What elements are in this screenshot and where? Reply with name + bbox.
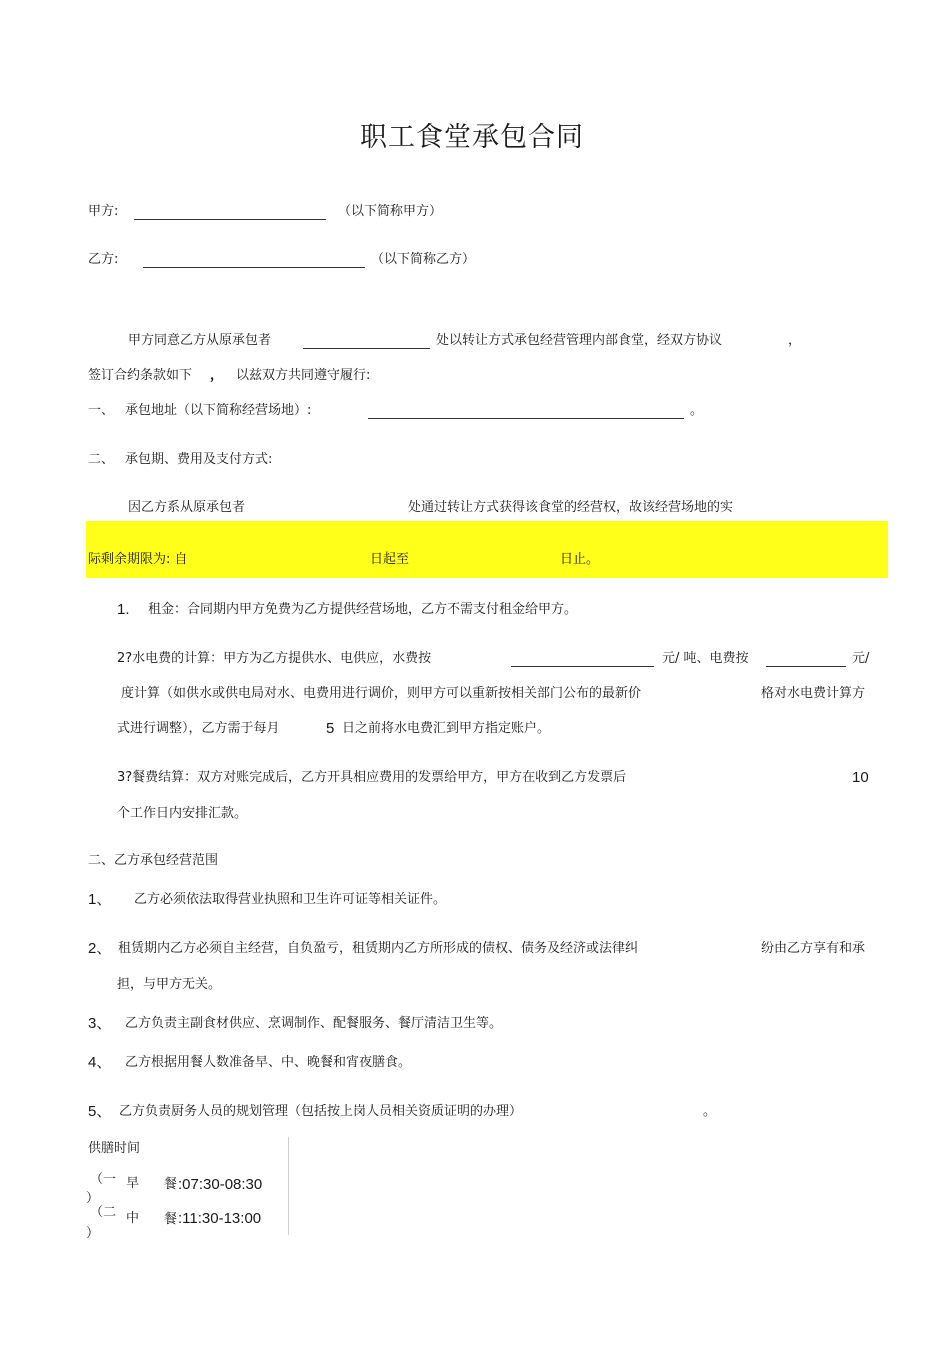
meal-row1-open: （一 [90, 1172, 117, 1187]
meal-row1-close: ） [86, 1191, 100, 1206]
party-a-label: 甲方: [88, 204, 119, 219]
meal-row1-meal: 餐 [164, 1177, 178, 1192]
intro-line1-comma: ， [788, 333, 802, 348]
highlight-band [86, 521, 888, 578]
meal-row2-open: （二 [90, 1205, 117, 1220]
party-b-label: 乙方: [88, 252, 119, 267]
sec1-address-blank [368, 418, 684, 419]
scope-item4-number: 4、 [88, 1054, 112, 1071]
scope-item1-text: 乙方必须依法取得营业执照和卫生许可证等相关证件。 [134, 892, 447, 907]
sec2-p2-b: 日起至 [370, 552, 410, 567]
item2-line3-number: 5 [326, 720, 335, 737]
scope-item5-number: 5、 [88, 1103, 112, 1120]
intro-line1-a: 甲方同意乙方从原承包者 [128, 333, 272, 348]
sec2-text: 承包期、费用及支付方式: [125, 452, 273, 467]
party-b-blank [143, 267, 365, 268]
scope-item2-text-b: 纷由乙方享有和承 [761, 941, 866, 956]
party-a-suffix: （以下简称甲方） [338, 204, 443, 219]
sec2-p1-b: 处通过转让方式获得该食堂的经营权，故该经营场地的实 [408, 500, 734, 515]
sec1-number: 一、 [88, 403, 115, 418]
item3-line1-a: 3?餐费结算：双方对账完成后，乙方开具相应费用的发票给甲方，甲方在收到乙方发票后 [117, 770, 627, 785]
sec1-end: 。 [690, 403, 704, 418]
item2-line3-b: 日之前将水电费汇到甲方指定账户。 [342, 721, 551, 736]
scope-item1-number: 1、 [88, 891, 112, 908]
scope-heading: 二、乙方承包经营范围 [88, 853, 219, 868]
intro-line2-a: 签订合约条款如下 [88, 368, 193, 383]
scope-item5-end: 。 [703, 1104, 717, 1119]
meal-row2-close: ） [86, 1226, 100, 1241]
meal-row2-meal: 餐 [164, 1212, 178, 1227]
sec2-p2-c: 日止。 [560, 552, 600, 567]
scope-item3-text: 乙方负责主副食材供应、烹调制作、配餐服务、餐厅清洁卫生等。 [125, 1016, 503, 1031]
item2-line2-a: 度计算（如供水或供电局对水、电费用进行调价，则甲方可以重新按相关部门公布的最新价 [121, 686, 642, 701]
item2-line1-b: 元/ 吨、电费按 [662, 651, 749, 666]
item1-text: 租金：合同期内甲方免费为乙方提供经营场地，乙方不需支付租金给甲方。 [148, 602, 578, 617]
item2-line3-a: 式进行调整），乙方需于每月 [117, 721, 280, 736]
sec1-text: 承包地址（以下简称经营场地）: [125, 403, 312, 418]
scope-item3-number: 3、 [88, 1015, 112, 1032]
intro-line2-b: 以兹双方共同遵守履行: [236, 368, 371, 383]
party-a-blank [134, 219, 326, 220]
breakfast-time: :07:30-08:30 [178, 1176, 263, 1193]
party-b-suffix: （以下简称乙方） [371, 252, 476, 267]
water-rate-blank [511, 666, 654, 667]
scope-item2-text-c: 担，与甲方无关。 [117, 977, 222, 992]
item2-line1-c: 元/ [852, 651, 870, 666]
item3-line2: 个工作日内安排汇款。 [117, 806, 248, 821]
item2-line2-b: 格对水电费计算方 [761, 686, 866, 701]
item2-line1-a: 2?水电费的计算：甲方为乙方提供水、电供应，水费按 [117, 651, 432, 666]
lunch-time: :11:30-13:00 [178, 1210, 262, 1227]
sec2-number: 二、 [88, 452, 115, 467]
sec2-p2-a: 际剩余期限为: 自 [88, 552, 188, 567]
intro-line1-b: 处以转让方式承包经营管理内部食堂，经双方协议 [436, 333, 723, 348]
meal-row1-name: 早 [126, 1176, 140, 1191]
item3-line1-number: 10 [852, 769, 869, 786]
meal-table-divider [288, 1137, 289, 1235]
scope-item4-text: 乙方根据用餐人数准备早、中、晚餐和宵夜膳食。 [125, 1055, 412, 1070]
scope-item2-number: 2、 [88, 940, 112, 957]
meal-times-heading: 供膳时间 [88, 1141, 141, 1156]
scope-item2-text-a: 租赁期内乙方必须自主经营，自负盈亏，租赁期内乙方所形成的债权、债务及经济或法律纠 [118, 941, 639, 956]
scope-item5-text: 乙方负责厨务人员的规划管理（包括按上岗人员相关资质证明的办理） [119, 1104, 523, 1119]
meal-row2-name: 中 [126, 1211, 140, 1226]
intro-line2-comma: ， [210, 368, 224, 383]
intro-original-contractor-blank [303, 348, 430, 349]
page-title: 职工食堂承包合同 [360, 122, 584, 153]
electricity-rate-blank [766, 666, 846, 667]
item1-number: 1. [117, 601, 130, 618]
sec2-p1-a: 因乙方系从原承包者 [128, 500, 246, 515]
